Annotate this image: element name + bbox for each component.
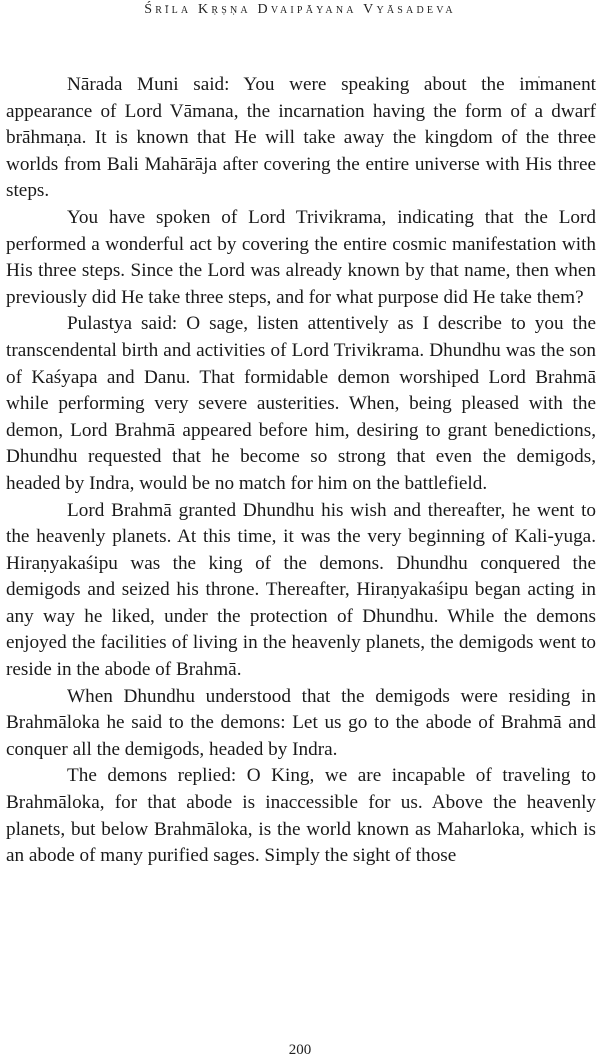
paragraph: The demons replied: O King, we are incapable of traveling to Brahmāloka, for that abode is inaccessible for us. Above the heavenly planets, but below Brahmāloka, is the world known as Maharloka, which is an abode of many purified sages. Simply the sight of those xyxy=(6,765,596,867)
body-text xyxy=(6,72,596,870)
paragraph: Nārada Muni said: You were speaking about the immanent appearance of Lord Vāmana, the incarnation having the form of a dwarf brāhmaṇa. It is known that He will take away the kingdom of the three worlds from Bali Mahārāja after covering the entire universe with His three steps. xyxy=(6,74,596,202)
running-header: Śrīla Kṛṣṇa Dvaipāyana Vyāsadeva xyxy=(144,2,456,17)
page-number: 200 xyxy=(288,1042,312,1058)
paragraph: Pulastya said: O sage, listen attentively as I describe to you the transcendental birth and activities of Lord Trivikrama. Dhundhu was the son of Kaśyapa and Danu. That formidable demon worshiped Lord Brahmā while performing very severe austerities. When, being pleased with the demon, Lord Brahmā appeared before him, desiring to grant benedictions, Dhundhu requested that he become so strong that even the demigods, headed by Indra, would be no match for him on the battlefield. xyxy=(6,313,596,494)
paragraph: You have spoken of Lord Trivikrama, indicating that the Lord performed a wonderful act by covering the entire cosmic manifestation with His three steps. Since the Lord was already known by that name, then when previously did He take three steps, and for what purpose did He take them? xyxy=(6,206,596,308)
paragraph: Lord Brahmā granted Dhundhu his wish and thereafter, he went to the heavenly planets. At this time, it was the very beginning of Kali-yuga. Hiraṇyakaśipu was the king of the demons. Dhundhu conquered the demigods and seized his throne. Thereafter, Hiraṇyakaśipu began acting in any way he liked, under the protection of Dhundhu. While the demons enjoyed the facilities of living in the heavenly planets, the demigods went to reside in the abode of Brahmā. xyxy=(6,499,596,681)
paragraph: When Dhundhu understood that the demigods were residing in Brahmāloka he said to the demons: Let us go to the abode of Brahmā and conquer all the demigods, headed by Indra. xyxy=(6,685,596,760)
